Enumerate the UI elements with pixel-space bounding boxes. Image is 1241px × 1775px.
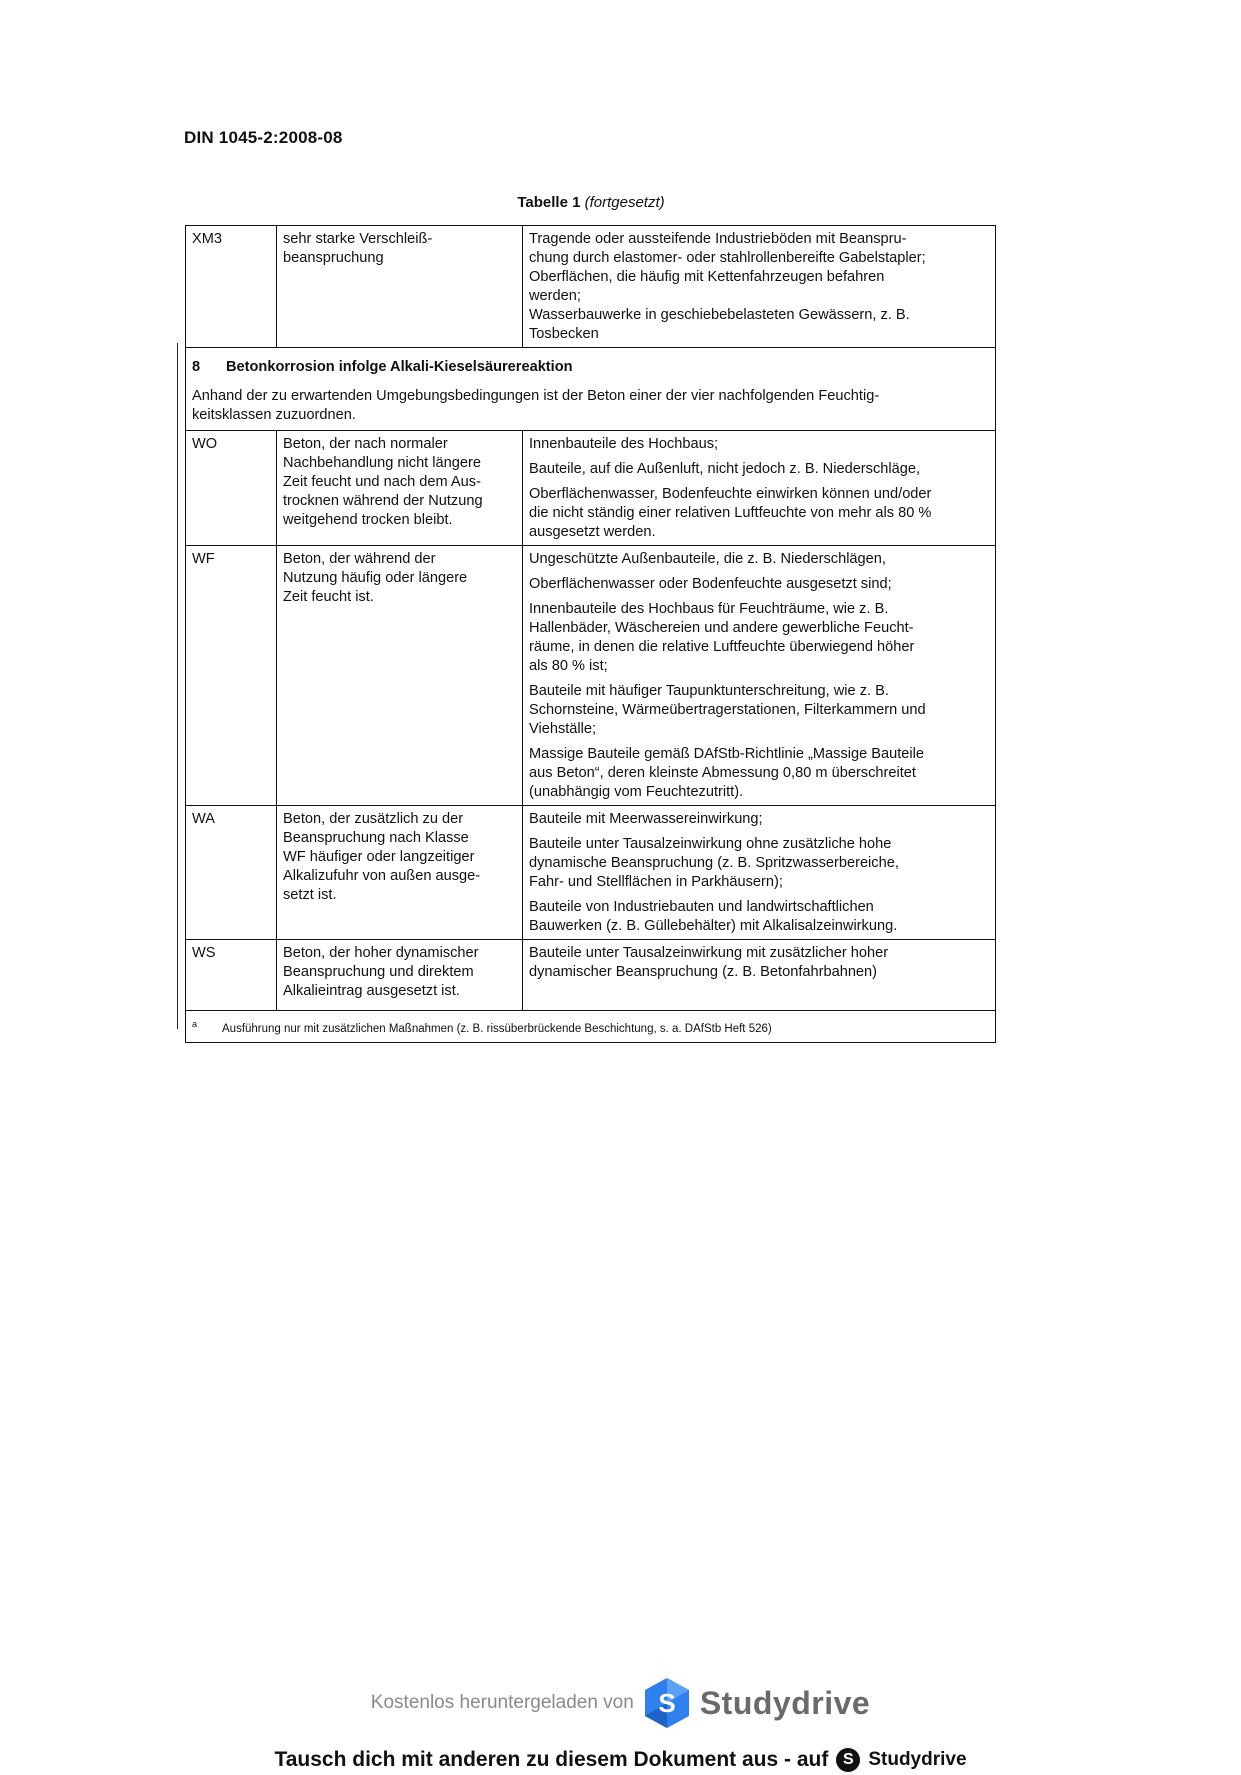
class-code: WF xyxy=(186,546,277,806)
class-description xyxy=(277,226,523,348)
class-examples xyxy=(523,940,996,1011)
studydrive-logo-icon[interactable] xyxy=(644,1677,690,1729)
example-text: Innenbauteile des Hochbaus; xyxy=(529,436,719,452)
example-text: Oberflächenwasser oder Bodenfeuchte ausgesetzt sind; xyxy=(529,576,892,592)
class-code: XM3 xyxy=(186,226,277,348)
section-8-cell xyxy=(186,348,996,431)
example-text: Bauteile mit häufiger Taupunktunterschreitung, wie z. B. Schornsteine, Wärmeübertragerstationen, Filterkammern und Viehställe; xyxy=(529,683,926,737)
class-examples xyxy=(523,546,996,806)
description-text: sehr starke Verschleiß- beanspruchung xyxy=(283,231,433,266)
example-text: Bauteile von Industriebauten und landwirtschaftlichen Bauwerken (z. B. Güllebehälter) mit Alkalisalzeinwirkung. xyxy=(529,899,898,934)
download-banner[interactable] xyxy=(0,1675,1241,1731)
section-number: 8 xyxy=(192,359,201,375)
example-text: Oberflächenwasser, Bodenfeuchte einwirken können und/oder die nicht ständig einer relativen Luftfeuchte von mehr als 80 % ausgesetzt werden. xyxy=(529,486,932,540)
example-text: Tragende oder aussteifende Industrieböden mit Beanspru- chung durch elastomer- oder stahlrollenbereifte Gabelstapler; Oberflächen, die häufig mit Kettenfahrzeugen befahren werden; Wasserbauwerke in geschiebebelasteten Gewässern, z. B. Tosbecken xyxy=(529,231,926,342)
exposure-class-table xyxy=(185,225,996,1043)
section-intro: Anhand der zu erwartenden Umgebungsbedingungen ist der Beton einer der vier nachfolgenden Feuchtig- keitsklassen zuzuordnen. xyxy=(192,388,880,423)
table-row-ws xyxy=(186,940,996,1011)
studydrive-small-icon[interactable]: S xyxy=(836,1748,860,1772)
class-code: WS xyxy=(186,940,277,1011)
footnote-cell xyxy=(186,1011,996,1043)
document-header: DIN 1045-2:2008-08 xyxy=(184,128,343,147)
class-description xyxy=(277,940,523,1011)
example-text: Bauteile unter Tausalzeinwirkung ohne zusätzliche hohe dynamische Beanspruchung (z. B. Spritzwasserbereiche, Fahr- und Stellflächen in Parkhäusern); xyxy=(529,836,899,890)
example-text: Ungeschützte Außenbauteile, die z. B. Niederschlägen, xyxy=(529,551,886,567)
class-description xyxy=(277,546,523,806)
description-text: Beton, der nach normaler Nachbehandlung nicht längere Zeit feucht und nach dem Aus- trocknen während der Nutzung weitgehend trocken bleibt. xyxy=(283,436,483,528)
downloaded-from-text: Kostenlos heruntergeladen von xyxy=(370,1692,634,1713)
section-row xyxy=(186,348,996,431)
table-caption-label: Tabelle 1 xyxy=(517,194,581,211)
class-examples xyxy=(523,431,996,546)
example-text: Massige Bauteile gemäß DAfStb-Richtlinie „Massige Bauteile aus Beton“, deren kleinste Abmessung 0,80 m überschreitet (unabhängig vom Feuchtezutritt). xyxy=(529,746,925,800)
studydrive-small-wordmark[interactable]: Studydrive xyxy=(868,1749,967,1770)
class-description xyxy=(277,431,523,546)
example-text: Bauteile unter Tausalzeinwirkung mit zusätzlicher hoher dynamischer Beanspruchung (z. B. Betonfahrbahnen) xyxy=(529,945,889,980)
table-caption-note: (fortgesetzt) xyxy=(584,194,665,211)
class-code: WA xyxy=(186,806,277,940)
share-banner[interactable] xyxy=(0,1745,1241,1775)
class-code: WO xyxy=(186,431,277,546)
share-text: Tausch dich mit anderen zu diesem Dokument aus - auf xyxy=(274,1748,829,1771)
class-examples xyxy=(523,226,996,348)
example-text: Innenbauteile des Hochbaus für Feuchträume, wie z. B. Hallenbäder, Wäschereien und andere gewerbliche Feucht- räume, in denen die relative Luftfeuchte überwiegend höher als 80 % ist; xyxy=(529,601,915,674)
studydrive-wordmark[interactable]: Studydrive xyxy=(699,1684,871,1721)
class-examples xyxy=(523,806,996,940)
table-row-wa xyxy=(186,806,996,940)
logo-letter: S xyxy=(658,1688,676,1718)
footnote-row xyxy=(186,1011,996,1043)
section-title: Betonkorrosion infolge Alkali-Kieselsäurereaktion xyxy=(226,359,573,375)
table-caption xyxy=(0,194,1182,211)
footnote-text: Ausführung nur mit zusätzlichen Maßnahmen (z. B. rissüberbrückende Beschichtung, s. a. DAfStb Heft 526) xyxy=(222,1022,772,1035)
table-row-wf xyxy=(186,546,996,806)
description-text: Beton, der zusätzlich zu der Beanspruchung nach Klasse WF häufiger oder langzeitiger Alkalizufuhr von außen ausge- setzt ist. xyxy=(283,811,481,903)
description-text: Beton, der während der Nutzung häufig oder längere Zeit feucht ist. xyxy=(283,551,468,605)
change-bar xyxy=(177,343,178,1029)
footnote-mark: a xyxy=(192,1019,198,1029)
description-text: Beton, der hoher dynamischer Beanspruchung und direktem Alkalieintrag ausgesetzt ist. xyxy=(283,945,479,999)
example-text: Bauteile mit Meerwassereinwirkung; xyxy=(529,811,763,827)
example-text: Bauteile, auf die Außenluft, nicht jedoch z. B. Niederschläge, xyxy=(529,461,921,477)
table-row-xm3 xyxy=(186,226,996,348)
table-row-wo xyxy=(186,431,996,546)
section-heading xyxy=(192,358,990,377)
class-description xyxy=(277,806,523,940)
